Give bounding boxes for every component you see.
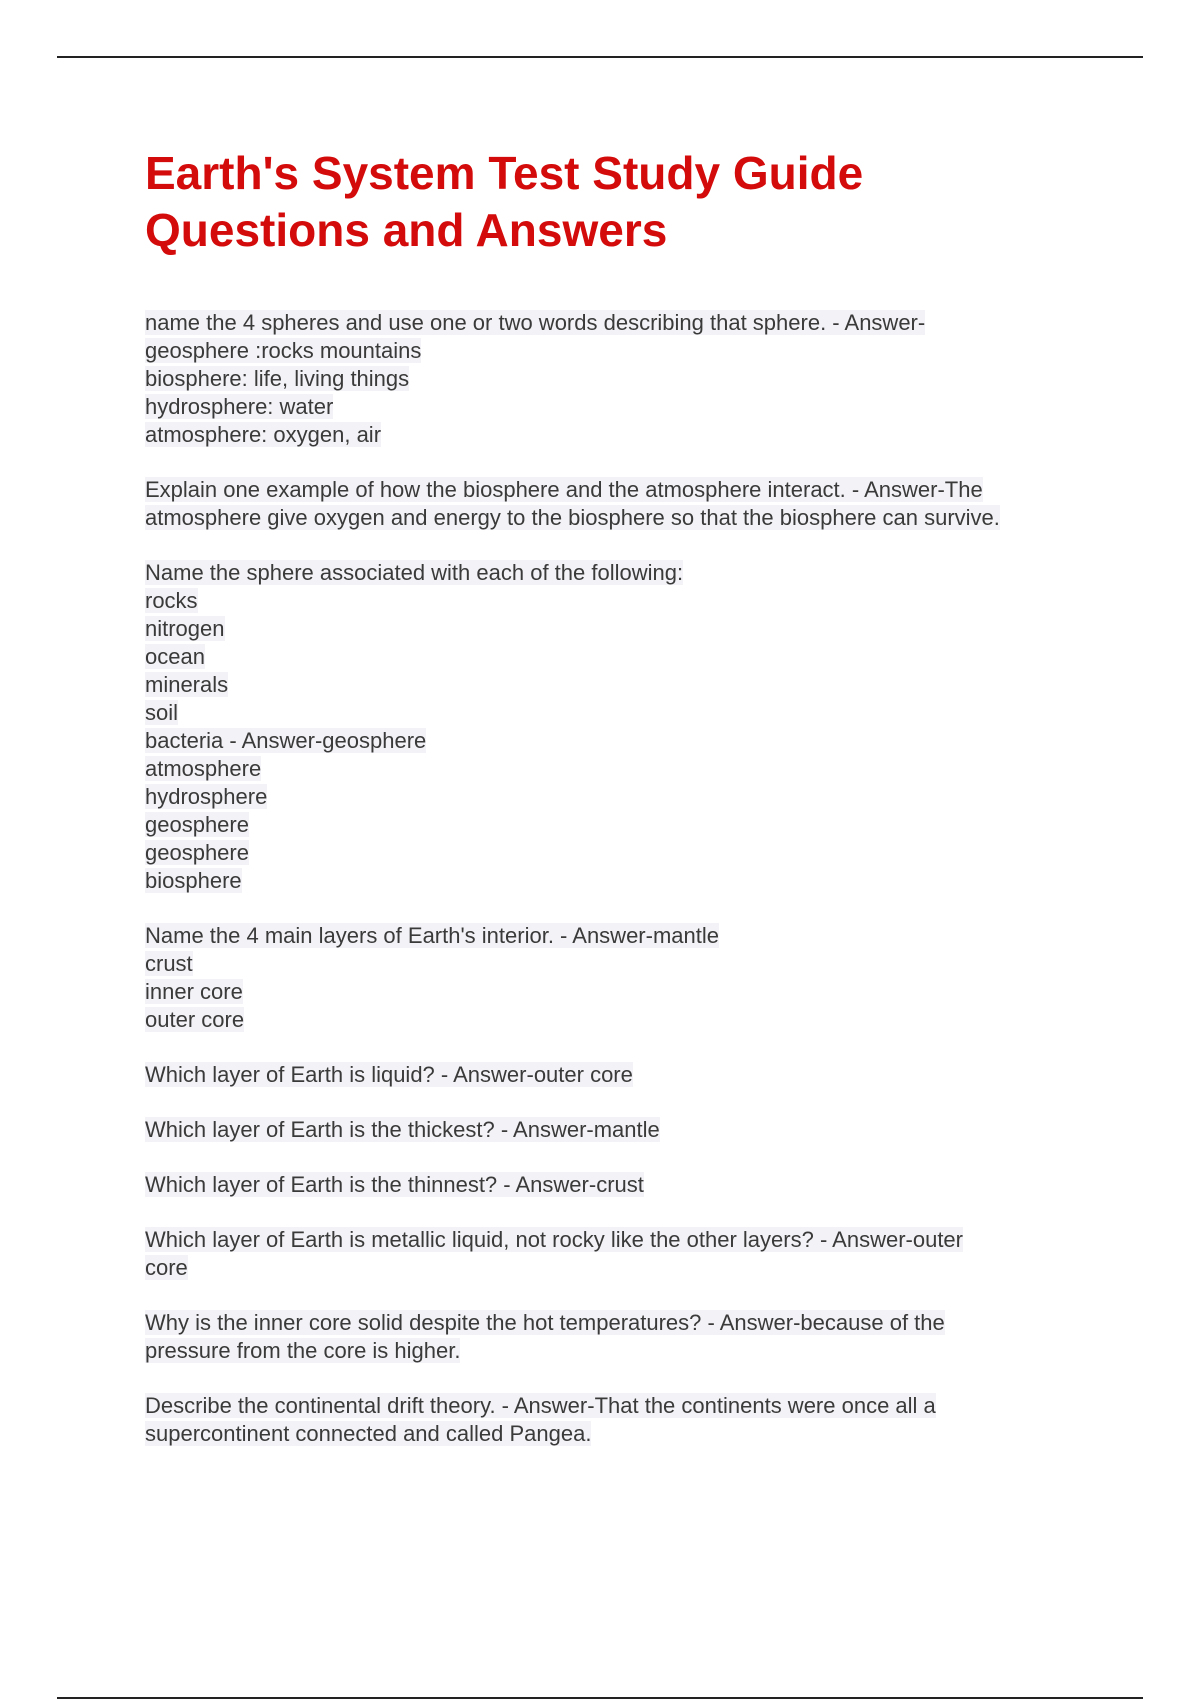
qa-line [145, 476, 1105, 504]
qa-line [145, 867, 1105, 895]
qa-line [145, 1061, 1105, 1089]
qa-item [145, 1061, 1105, 1089]
qa-line [145, 811, 1105, 839]
qa-line [145, 783, 1105, 811]
qa-line-text: Explain one example of how the biosphere and the atmosphere interact. - Answer-The [145, 477, 983, 502]
qa-line [145, 1116, 1105, 1144]
qa-line-text: inner core [145, 979, 243, 1004]
qa-line-text: bacteria - Answer-geosphere [145, 728, 427, 753]
document-title [145, 145, 1105, 259]
qa-line [145, 755, 1105, 783]
qa-line-text: atmosphere [145, 756, 262, 781]
qa-line-text: Which layer of Earth is the thinnest? - Answer-crust [145, 1172, 644, 1197]
qa-item [145, 922, 1105, 1034]
qa-line [145, 421, 1105, 449]
qa-line [145, 365, 1105, 393]
qa-item [145, 1392, 1105, 1448]
qa-line [145, 1006, 1105, 1034]
qa-line-text: biosphere: life, living things [145, 366, 410, 391]
qa-list [145, 309, 1105, 1448]
qa-line [145, 337, 1105, 365]
qa-line [145, 1226, 1105, 1254]
qa-line [145, 587, 1105, 615]
document-title-line-1: Earth's System Test Study Guide [145, 147, 864, 199]
qa-line-text: nitrogen [145, 616, 225, 641]
qa-line-text: Why is the inner core solid despite the hot temperatures? - Answer-because of the [145, 1310, 945, 1335]
qa-line [145, 671, 1105, 699]
qa-item [145, 1171, 1105, 1199]
qa-line [145, 978, 1105, 1006]
qa-item [145, 559, 1105, 895]
qa-line-text: biosphere [145, 868, 242, 893]
qa-line-text: pressure from the core is higher. [145, 1338, 461, 1363]
qa-item [145, 1116, 1105, 1144]
qa-line-text: Name the 4 main layers of Earth's interior. - Answer-mantle [145, 923, 719, 948]
qa-line [145, 1420, 1105, 1448]
qa-line-text: Which layer of Earth is liquid? - Answer-outer core [145, 1062, 633, 1087]
qa-line-text: atmosphere give oxygen and energy to the biosphere so that the biosphere can survive. [145, 505, 1000, 530]
qa-line [145, 393, 1105, 421]
qa-item [145, 476, 1105, 532]
qa-line [145, 1309, 1105, 1337]
qa-line-text: geosphere [145, 840, 249, 865]
qa-line [145, 643, 1105, 671]
document-body [145, 145, 1105, 1475]
top-divider [57, 56, 1143, 58]
bottom-divider [57, 1697, 1143, 1699]
qa-item [145, 309, 1105, 449]
qa-line [145, 504, 1105, 532]
qa-line [145, 1392, 1105, 1420]
qa-line-text: hydrosphere: water [145, 394, 334, 419]
qa-line-text: core [145, 1255, 188, 1280]
qa-line-text: atmosphere: oxygen, air [145, 422, 382, 447]
document-title-line-2: Questions and Answers [145, 204, 668, 256]
qa-line [145, 922, 1105, 950]
qa-line [145, 699, 1105, 727]
qa-line [145, 559, 1105, 587]
qa-line [145, 1337, 1105, 1365]
qa-line-text: Describe the continental drift theory. - Answer-That the continents were once all a [145, 1393, 936, 1418]
qa-line-text: Name the sphere associated with each of the following: [145, 560, 684, 585]
qa-line-text: crust [145, 951, 193, 976]
qa-line-text: name the 4 spheres and use one or two words describing that sphere. - Answer- [145, 310, 926, 335]
qa-line [145, 1254, 1105, 1282]
qa-line-text: Which layer of Earth is the thickest? - Answer-mantle [145, 1117, 660, 1142]
qa-line-text: minerals [145, 672, 229, 697]
qa-line-text: geosphere :rocks mountains [145, 338, 422, 363]
qa-line-text: hydrosphere [145, 784, 268, 809]
qa-item [145, 1309, 1105, 1365]
qa-line-text: supercontinent connected and called Pangea. [145, 1421, 592, 1446]
qa-line [145, 1171, 1105, 1199]
qa-line-text: geosphere [145, 812, 249, 837]
qa-line [145, 727, 1105, 755]
qa-line [145, 839, 1105, 867]
qa-line-text: outer core [145, 1007, 245, 1032]
qa-line [145, 309, 1105, 337]
qa-line [145, 615, 1105, 643]
qa-line-text: rocks [145, 588, 198, 613]
qa-line [145, 950, 1105, 978]
qa-item [145, 1226, 1105, 1282]
qa-line-text: Which layer of Earth is metallic liquid, not rocky like the other layers? - Answer-outer [145, 1227, 963, 1252]
qa-line-text: ocean [145, 644, 205, 669]
qa-line-text: soil [145, 700, 179, 725]
